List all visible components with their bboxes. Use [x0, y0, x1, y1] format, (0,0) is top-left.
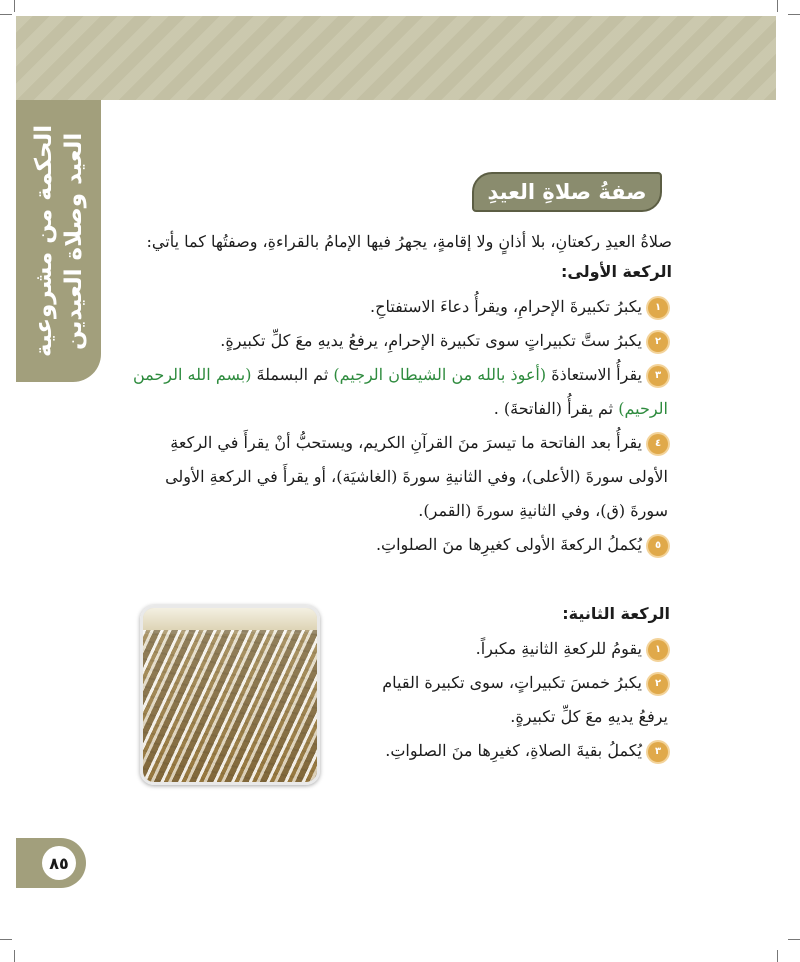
list-item — [348, 632, 668, 666]
item-quote: (بسم الله الرحمن الرحيم) — [132, 365, 668, 418]
item-text: يُكملُ بقيةَ الصلاةِ، كغيرِها منَ الصلواتِ. — [385, 741, 642, 760]
page-number-tab — [16, 838, 86, 888]
list-item — [148, 290, 668, 324]
number-badge: ١ — [648, 640, 668, 660]
list-item — [348, 666, 668, 734]
crop-mark — [777, 950, 778, 962]
list-item — [338, 734, 668, 768]
number-badge: ١ — [648, 298, 668, 318]
item-text: يقرأُ الاستعاذةَ — [551, 365, 642, 384]
list-item — [128, 426, 668, 528]
eid-prayer-photo — [140, 605, 320, 785]
item-text: يقومُ للركعةِ الثانيةِ مكبراً. — [475, 639, 642, 658]
number-badge: ٣ — [648, 366, 668, 386]
crop-mark — [14, 0, 15, 12]
number-badge: ٢ — [648, 332, 668, 352]
item-quote: (أعوذ بالله من الشيطان الرجيم) — [333, 365, 547, 384]
photo-worshipper-rows — [143, 630, 317, 785]
number-badge: ٤ — [648, 434, 668, 454]
crop-mark — [0, 14, 12, 15]
item-text: ثم البسملةَ — [256, 365, 329, 384]
crop-mark — [788, 14, 800, 15]
number-badge: ٥ — [648, 536, 668, 556]
crop-mark — [14, 950, 15, 962]
chapter-side-tab — [16, 100, 101, 382]
number-badge: ٣ — [648, 742, 668, 762]
list-item — [128, 324, 668, 358]
section-title-banner — [472, 172, 662, 212]
item-text: يُكملُ الركعةَ الأولى كغيرِها منَ الصلواتِ. — [375, 535, 642, 554]
item-text: يكبرُ ستَّ تكبيراتٍ سوى تكبيرة الإحرامِ، يرفعُ يديهِ معَ كلِّ تكبيرةٍ. — [220, 331, 642, 350]
section-title: صفةُ صلاةِ العيدِ — [487, 180, 647, 204]
crop-mark — [0, 939, 12, 940]
item-text: يكبرُ خمسَ تكبيراتٍ، سوى تكبيرة القيام يرفعُ يديهِ معَ كلِّ تكبيرةٍ. — [382, 673, 668, 726]
page-number: ٨٥ — [42, 846, 76, 880]
first-rakah-heading: الركعة الأولى: — [561, 262, 672, 281]
crop-mark — [788, 939, 800, 940]
list-item — [128, 358, 668, 426]
item-text: يقرأُ بعد الفاتحة ما تيسرَ منَ القرآنِ الكريم، ويستحبُّ أنْ يقرأَ في الركعةِ الأولى سورةَ (الأعلى)، وفي الثانيةِ سورةَ (الغاشيَة)، أو يقرأَ في الركعةِ الأولى سورةَ (ق)، وفي الثانيةِ سورةَ (القمر). — [165, 433, 668, 520]
second-rakah-heading: الركعة الثانية: — [562, 604, 670, 623]
chapter-title: الحكمة من مشروعية العيد وصلاة العيدين — [30, 124, 87, 358]
list-item — [128, 528, 668, 562]
header-band — [16, 16, 776, 100]
item-text: ثم يقرأُ (الفاتحةَ) . — [493, 399, 614, 418]
crop-mark — [777, 0, 778, 12]
intro-paragraph: صلاةُ العيدِ ركعتانِ، بلا أذانٍ ولا إقامةٍ، يجهرُ فيها الإمامُ بالقراءةِ، وصفتُها كما يأتي: — [146, 232, 672, 251]
item-text: يكبرُ تكبيرةَ الإحرامِ، ويقرأُ دعاءَ الاستفتاحِ. — [370, 297, 642, 316]
number-badge: ٢ — [648, 674, 668, 694]
